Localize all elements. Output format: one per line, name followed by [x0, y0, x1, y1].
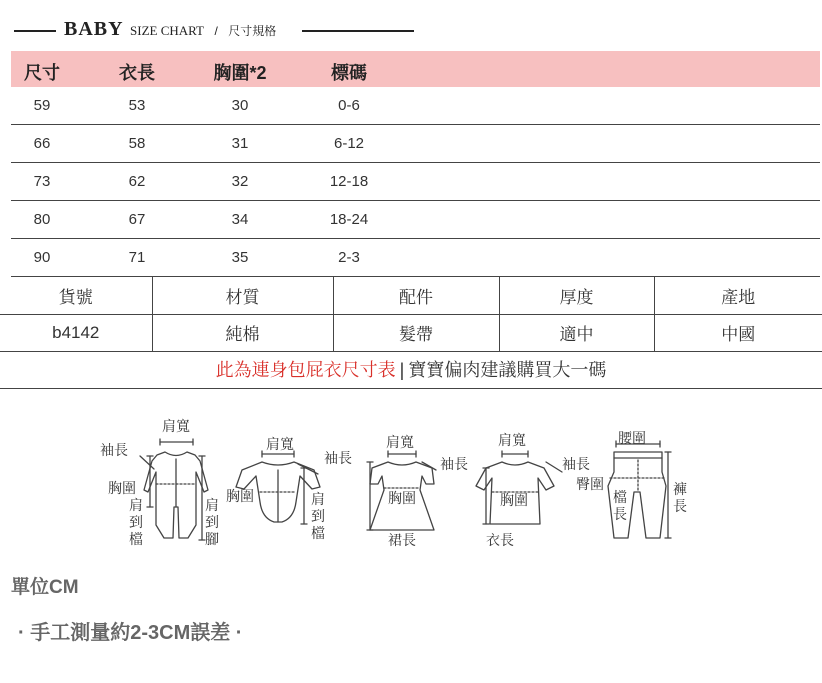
size-note-advice: 寶寶偏肉建議購買大一碼	[408, 360, 607, 380]
table-row	[11, 163, 820, 201]
bodysuit-shoulder-label: 肩寬	[266, 437, 294, 453]
table-row	[11, 87, 820, 125]
info-header-item-no: 貨號	[0, 277, 152, 314]
romper-measure-lines	[140, 439, 205, 540]
top-length-label: 衣長	[486, 533, 514, 549]
size-note-separator: |	[399, 360, 405, 380]
cell-tag-size: 0-6	[338, 97, 360, 114]
header-size: 尺寸	[24, 63, 60, 83]
pants-waist-label: 腰圍	[618, 431, 646, 447]
pants-rise-label: 檔長	[613, 490, 627, 523]
dress-skirt-length-label: 裙長	[388, 533, 416, 549]
info-accessory: 髮帶	[333, 314, 499, 351]
info-origin: 中國	[654, 314, 822, 351]
header-tag-size: 標碼	[331, 63, 367, 83]
dress-shoulder-label: 肩寬	[386, 435, 414, 451]
info-header-origin: 產地	[654, 277, 822, 314]
romper-sleeve-label: 袖長	[100, 443, 128, 459]
unit-label: 單位CM	[11, 577, 79, 598]
size-table-header	[11, 51, 820, 87]
pants-hip-label: 臀圍	[576, 477, 604, 493]
cell-chest: 30	[231, 97, 249, 114]
info-header-material: 材質	[152, 277, 333, 314]
cell-length: 58	[128, 135, 146, 152]
bodysuit-shoulder-to-crotch-label: 肩到檔	[311, 492, 325, 542]
bodysuit-sleeve-label: 袖長	[324, 451, 352, 467]
pants-length-label: 褲長	[673, 482, 687, 515]
header-length: 衣長	[119, 63, 155, 83]
cell-chest: 32	[231, 173, 249, 190]
info-item-no: b4142	[0, 314, 152, 351]
table-row	[11, 125, 820, 163]
header-chest: 胸圍*2	[213, 63, 267, 83]
title-baby: BABY	[64, 18, 124, 40]
title-text	[64, 18, 276, 41]
cell-size: 59	[33, 97, 51, 114]
measurement-diagram	[90, 412, 700, 562]
title-rule-left	[14, 30, 56, 32]
cell-size: 73	[33, 173, 51, 190]
table-row	[11, 201, 820, 239]
romper-shoulder-to-crotch-label: 肩到檔	[129, 498, 143, 548]
romper-illustration	[144, 452, 208, 538]
cell-size: 90	[33, 249, 51, 266]
dress-sleeve-label: 袖長	[440, 457, 468, 473]
info-material: 純棉	[152, 314, 333, 351]
top-chest-label: 胸圍	[500, 493, 528, 509]
bodysuit-chest-label: 胸圍	[226, 489, 254, 505]
title-rule-right	[302, 30, 414, 32]
romper-chest-label: 胸圍	[108, 481, 136, 497]
chart-title	[0, 18, 822, 42]
product-info-table	[0, 277, 822, 352]
info-header-accessory: 配件	[333, 277, 499, 314]
cell-tag-size: 12-18	[329, 173, 369, 190]
cell-length: 67	[128, 211, 146, 228]
title-cn-label: 尺寸規格	[228, 24, 277, 38]
romper-shoulder-label: 肩寬	[162, 419, 190, 435]
size-note	[0, 352, 822, 389]
info-header-row	[0, 277, 822, 314]
cell-length: 62	[128, 173, 146, 190]
cell-chest: 34	[231, 211, 249, 228]
top-sleeve-label: 袖長	[562, 457, 590, 473]
cell-chest: 31	[231, 135, 249, 152]
cell-chest: 35	[231, 249, 249, 266]
size-note-red: 此為連身包屁衣尺寸表	[215, 360, 396, 380]
cell-tag-size: 2-3	[338, 249, 360, 266]
info-value-row	[0, 314, 822, 351]
cell-size: 80	[33, 211, 51, 228]
cell-tag-size: 18-24	[329, 211, 369, 228]
size-table	[11, 51, 820, 277]
info-thickness: 適中	[499, 314, 654, 351]
cell-length: 71	[128, 249, 146, 266]
cell-size: 66	[33, 135, 51, 152]
table-row	[11, 239, 820, 277]
title-size-chart: SIZE CHART	[130, 23, 205, 38]
cell-length: 53	[128, 97, 146, 114]
romper-shoulder-to-foot-label: 肩到腳	[205, 498, 219, 548]
dress-chest-label: 胸圍	[388, 491, 416, 507]
cell-tag-size: 6-12	[333, 135, 365, 152]
measurement-error-note: · 手工測量約2-3CM誤差 ·	[18, 622, 243, 644]
info-header-thickness: 厚度	[499, 277, 654, 314]
title-slash: /	[214, 24, 218, 38]
top-shoulder-label: 肩寬	[498, 433, 526, 449]
